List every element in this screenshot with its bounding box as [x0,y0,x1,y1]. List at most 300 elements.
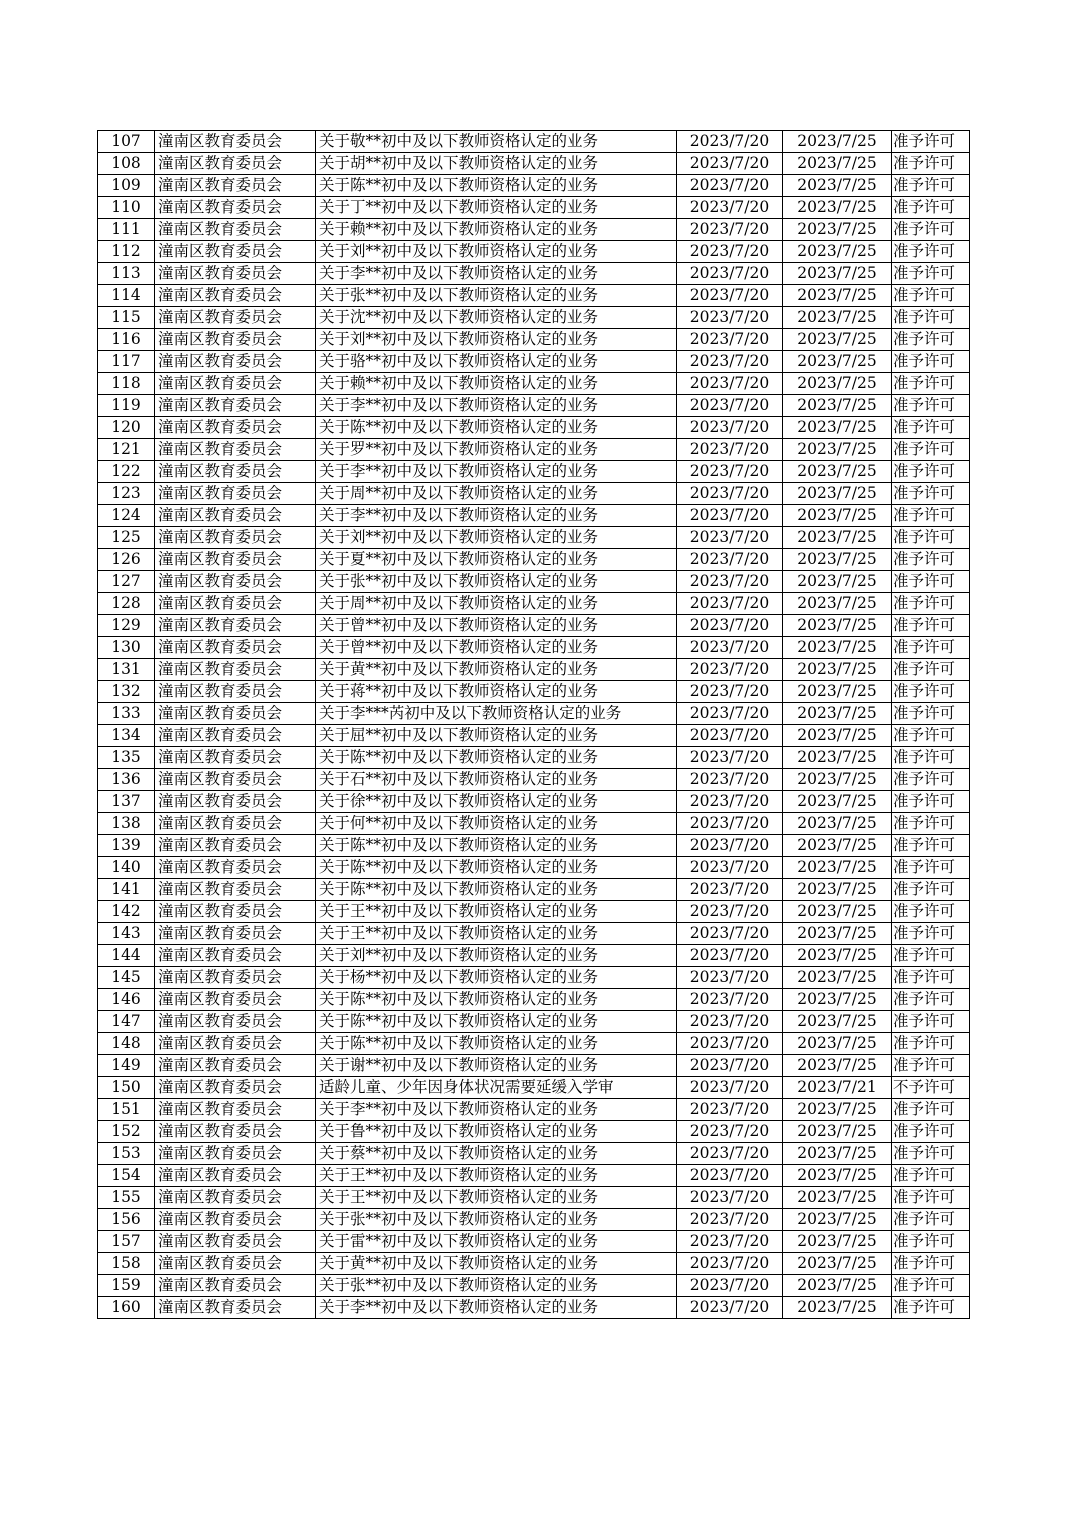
table-row [98,923,970,945]
table-row [98,769,970,791]
organization-cell: 潼南区教育委员会 [155,703,316,725]
decision-date-cell: 2023/7/25 [783,417,892,439]
decision-date-cell: 2023/7/25 [783,725,892,747]
decision-date-cell: 2023/7/25 [783,241,892,263]
table-row [98,1209,970,1231]
table-row [98,329,970,351]
accepted-date-cell: 2023/7/20 [677,219,783,241]
accepted-date-cell: 2023/7/20 [677,285,783,307]
row-number-cell: 156 [98,1209,155,1231]
result-cell: 准予许可 [892,879,970,901]
row-number-cell: 143 [98,923,155,945]
organization-cell: 潼南区教育委员会 [155,329,316,351]
result-cell: 准予许可 [892,351,970,373]
result-cell: 准予许可 [892,857,970,879]
organization-cell: 潼南区教育委员会 [155,945,316,967]
result-cell: 准予许可 [892,1143,970,1165]
matter-title-cell: 关于陈**初中及以下教师资格认定的业务 [316,989,677,1011]
result-cell: 准予许可 [892,1297,970,1319]
decision-date-cell: 2023/7/25 [783,307,892,329]
accepted-date-cell: 2023/7/20 [677,461,783,483]
organization-cell: 潼南区教育委员会 [155,1275,316,1297]
row-number-cell: 109 [98,175,155,197]
row-number-cell: 114 [98,285,155,307]
accepted-date-cell: 2023/7/20 [677,351,783,373]
matter-title-cell: 关于杨**初中及以下教师资格认定的业务 [316,967,677,989]
organization-cell: 潼南区教育委员会 [155,593,316,615]
row-number-cell: 117 [98,351,155,373]
result-cell: 准予许可 [892,593,970,615]
organization-cell: 潼南区教育委员会 [155,637,316,659]
result-cell: 准予许可 [892,681,970,703]
accepted-date-cell: 2023/7/20 [677,747,783,769]
result-cell: 准予许可 [892,307,970,329]
matter-title-cell: 关于石**初中及以下教师资格认定的业务 [316,769,677,791]
result-cell: 准予许可 [892,901,970,923]
accepted-date-cell: 2023/7/20 [677,1077,783,1099]
matter-title-cell: 关于鲁**初中及以下教师资格认定的业务 [316,1121,677,1143]
accepted-date-cell: 2023/7/20 [677,329,783,351]
result-cell: 准予许可 [892,505,970,527]
row-number-cell: 115 [98,307,155,329]
decision-date-cell: 2023/7/25 [783,945,892,967]
matter-title-cell: 关于蔡**初中及以下教师资格认定的业务 [316,1143,677,1165]
organization-cell: 潼南区教育委员会 [155,263,316,285]
matter-title-cell: 关于黄**初中及以下教师资格认定的业务 [316,1253,677,1275]
matter-title-cell: 关于蒋**初中及以下教师资格认定的业务 [316,681,677,703]
row-number-cell: 112 [98,241,155,263]
row-number-cell: 150 [98,1077,155,1099]
decision-date-cell: 2023/7/25 [783,747,892,769]
result-cell: 准予许可 [892,1275,970,1297]
table-row [98,197,970,219]
accepted-date-cell: 2023/7/20 [677,1055,783,1077]
accepted-date-cell: 2023/7/20 [677,131,783,153]
decision-date-cell: 2023/7/25 [783,923,892,945]
row-number-cell: 154 [98,1165,155,1187]
row-number-cell: 147 [98,1011,155,1033]
row-number-cell: 148 [98,1033,155,1055]
decision-date-cell: 2023/7/25 [783,967,892,989]
organization-cell: 潼南区教育委员会 [155,1165,316,1187]
result-cell: 准予许可 [892,945,970,967]
organization-cell: 潼南区教育委员会 [155,857,316,879]
table-row [98,1033,970,1055]
accepted-date-cell: 2023/7/20 [677,791,783,813]
result-cell: 准予许可 [892,131,970,153]
table-row [98,835,970,857]
accepted-date-cell: 2023/7/20 [677,197,783,219]
organization-cell: 潼南区教育委员会 [155,1187,316,1209]
result-cell: 准予许可 [892,1121,970,1143]
result-cell: 准予许可 [892,461,970,483]
result-cell: 准予许可 [892,153,970,175]
accepted-date-cell: 2023/7/20 [677,1275,783,1297]
accepted-date-cell: 2023/7/20 [677,483,783,505]
result-cell: 准予许可 [892,549,970,571]
result-cell: 准予许可 [892,659,970,681]
decision-date-cell: 2023/7/25 [783,615,892,637]
organization-cell: 潼南区教育委员会 [155,219,316,241]
organization-cell: 潼南区教育委员会 [155,527,316,549]
decision-date-cell: 2023/7/25 [783,131,892,153]
row-number-cell: 111 [98,219,155,241]
organization-cell: 潼南区教育委员会 [155,395,316,417]
organization-cell: 潼南区教育委员会 [155,1011,316,1033]
decision-date-cell: 2023/7/25 [783,1033,892,1055]
decision-date-cell: 2023/7/25 [783,285,892,307]
table-row [98,1231,970,1253]
organization-cell: 潼南区教育委员会 [155,1077,316,1099]
organization-cell: 潼南区教育委员会 [155,879,316,901]
row-number-cell: 149 [98,1055,155,1077]
result-cell: 准予许可 [892,1187,970,1209]
accepted-date-cell: 2023/7/20 [677,439,783,461]
result-cell: 准予许可 [892,483,970,505]
table-row [98,483,970,505]
result-cell: 准予许可 [892,219,970,241]
table-row [98,879,970,901]
row-number-cell: 146 [98,989,155,1011]
decision-date-cell: 2023/7/25 [783,703,892,725]
decision-date-cell: 2023/7/25 [783,659,892,681]
decision-date-cell: 2023/7/25 [783,395,892,417]
row-number-cell: 142 [98,901,155,923]
accepted-date-cell: 2023/7/20 [677,1297,783,1319]
row-number-cell: 128 [98,593,155,615]
row-number-cell: 151 [98,1099,155,1121]
organization-cell: 潼南区教育委员会 [155,175,316,197]
organization-cell: 潼南区教育委员会 [155,769,316,791]
table-row [98,1077,970,1099]
table-row [98,725,970,747]
table-row [98,1121,970,1143]
matter-title-cell: 关于陈**初中及以下教师资格认定的业务 [316,175,677,197]
result-cell: 准予许可 [892,1231,970,1253]
decision-date-cell: 2023/7/25 [783,1055,892,1077]
row-number-cell: 122 [98,461,155,483]
decision-date-cell: 2023/7/25 [783,1165,892,1187]
matter-title-cell: 关于赖**初中及以下教师资格认定的业务 [316,219,677,241]
table-row [98,373,970,395]
table-row [98,659,970,681]
decision-date-cell: 2023/7/25 [783,1231,892,1253]
accepted-date-cell: 2023/7/20 [677,703,783,725]
table-row [98,901,970,923]
result-cell: 准予许可 [892,747,970,769]
table-row [98,307,970,329]
decision-date-cell: 2023/7/25 [783,351,892,373]
table-row [98,1143,970,1165]
accepted-date-cell: 2023/7/20 [677,153,783,175]
matter-title-cell: 关于雷**初中及以下教师资格认定的业务 [316,1231,677,1253]
organization-cell: 潼南区教育委员会 [155,461,316,483]
accepted-date-cell: 2023/7/20 [677,527,783,549]
organization-cell: 潼南区教育委员会 [155,1121,316,1143]
matter-title-cell: 关于黄**初中及以下教师资格认定的业务 [316,659,677,681]
result-cell: 准予许可 [892,637,970,659]
accepted-date-cell: 2023/7/20 [677,549,783,571]
row-number-cell: 136 [98,769,155,791]
matter-title-cell: 关于李**初中及以下教师资格认定的业务 [316,395,677,417]
table-row [98,945,970,967]
row-number-cell: 153 [98,1143,155,1165]
accepted-date-cell: 2023/7/20 [677,813,783,835]
matter-title-cell: 关于曾**初中及以下教师资格认定的业务 [316,615,677,637]
result-cell: 准予许可 [892,373,970,395]
decision-date-cell: 2023/7/21 [783,1077,892,1099]
organization-cell: 潼南区教育委员会 [155,505,316,527]
accepted-date-cell: 2023/7/20 [677,879,783,901]
result-cell: 准予许可 [892,813,970,835]
table-row [98,1297,970,1319]
accepted-date-cell: 2023/7/20 [677,835,783,857]
decision-date-cell: 2023/7/25 [783,769,892,791]
organization-cell: 潼南区教育委员会 [155,835,316,857]
matter-title-cell: 关于陈**初中及以下教师资格认定的业务 [316,1033,677,1055]
accepted-date-cell: 2023/7/20 [677,1231,783,1253]
table-row [98,395,970,417]
organization-cell: 潼南区教育委员会 [155,483,316,505]
table-row [98,285,970,307]
table-row [98,615,970,637]
table-row [98,417,970,439]
matter-title-cell: 关于王**初中及以下教师资格认定的业务 [316,923,677,945]
table-row [98,219,970,241]
row-number-cell: 121 [98,439,155,461]
organization-cell: 潼南区教育委员会 [155,241,316,263]
table-row [98,175,970,197]
decision-date-cell: 2023/7/25 [783,835,892,857]
accepted-date-cell: 2023/7/20 [677,1033,783,1055]
accepted-date-cell: 2023/7/20 [677,373,783,395]
result-cell: 不予许可 [892,1077,970,1099]
result-cell: 准予许可 [892,791,970,813]
matter-title-cell: 关于周**初中及以下教师资格认定的业务 [316,483,677,505]
row-number-cell: 132 [98,681,155,703]
decision-date-cell: 2023/7/25 [783,549,892,571]
decision-date-cell: 2023/7/25 [783,571,892,593]
organization-cell: 潼南区教育委员会 [155,131,316,153]
matter-title-cell: 关于张**初中及以下教师资格认定的业务 [316,285,677,307]
organization-cell: 潼南区教育委员会 [155,1231,316,1253]
matter-title-cell: 关于王**初中及以下教师资格认定的业务 [316,901,677,923]
table-row [98,1187,970,1209]
result-cell: 准予许可 [892,285,970,307]
row-number-cell: 123 [98,483,155,505]
decision-date-cell: 2023/7/25 [783,879,892,901]
table-row [98,681,970,703]
organization-cell: 潼南区教育委员会 [155,813,316,835]
decision-date-cell: 2023/7/25 [783,1297,892,1319]
result-cell: 准予许可 [892,615,970,637]
result-cell: 准予许可 [892,571,970,593]
result-cell: 准予许可 [892,395,970,417]
matter-title-cell: 关于张**初中及以下教师资格认定的业务 [316,1275,677,1297]
matter-title-cell: 关于陈**初中及以下教师资格认定的业务 [316,879,677,901]
matter-title-cell: 关于陈**初中及以下教师资格认定的业务 [316,417,677,439]
result-cell: 准予许可 [892,1033,970,1055]
result-cell: 准予许可 [892,1209,970,1231]
row-number-cell: 118 [98,373,155,395]
table-row [98,1055,970,1077]
matter-title-cell: 关于李**初中及以下教师资格认定的业务 [316,461,677,483]
row-number-cell: 135 [98,747,155,769]
accepted-date-cell: 2023/7/20 [677,505,783,527]
accepted-date-cell: 2023/7/20 [677,769,783,791]
matter-title-cell: 关于李**初中及以下教师资格认定的业务 [316,1099,677,1121]
accepted-date-cell: 2023/7/20 [677,615,783,637]
organization-cell: 潼南区教育委员会 [155,659,316,681]
result-cell: 准予许可 [892,967,970,989]
table-row [98,1011,970,1033]
matter-title-cell: 关于丁**初中及以下教师资格认定的业务 [316,197,677,219]
table-row [98,637,970,659]
result-cell: 准予许可 [892,725,970,747]
matter-title-cell: 关于周**初中及以下教师资格认定的业务 [316,593,677,615]
decision-date-cell: 2023/7/25 [783,1121,892,1143]
row-number-cell: 137 [98,791,155,813]
row-number-cell: 108 [98,153,155,175]
table-row [98,505,970,527]
matter-title-cell: 关于沈**初中及以下教师资格认定的业务 [316,307,677,329]
matter-title-cell: 关于李***芮初中及以下教师资格认定的业务 [316,703,677,725]
matter-title-cell: 关于李**初中及以下教师资格认定的业务 [316,1297,677,1319]
matter-title-cell: 关于刘**初中及以下教师资格认定的业务 [316,241,677,263]
accepted-date-cell: 2023/7/20 [677,725,783,747]
result-cell: 准予许可 [892,439,970,461]
row-number-cell: 140 [98,857,155,879]
organization-cell: 潼南区教育委员会 [155,373,316,395]
decision-date-cell: 2023/7/25 [783,219,892,241]
decision-date-cell: 2023/7/25 [783,637,892,659]
organization-cell: 潼南区教育委员会 [155,1253,316,1275]
decision-date-cell: 2023/7/25 [783,197,892,219]
decision-date-cell: 2023/7/25 [783,1253,892,1275]
matter-title-cell: 关于敬**初中及以下教师资格认定的业务 [316,131,677,153]
organization-cell: 潼南区教育委员会 [155,1099,316,1121]
organization-cell: 潼南区教育委员会 [155,153,316,175]
matter-title-cell: 关于夏**初中及以下教师资格认定的业务 [316,549,677,571]
accepted-date-cell: 2023/7/20 [677,659,783,681]
decision-date-cell: 2023/7/25 [783,505,892,527]
matter-title-cell: 关于李**初中及以下教师资格认定的业务 [316,505,677,527]
row-number-cell: 125 [98,527,155,549]
row-number-cell: 160 [98,1297,155,1319]
accepted-date-cell: 2023/7/20 [677,901,783,923]
decision-date-cell: 2023/7/25 [783,527,892,549]
accepted-date-cell: 2023/7/20 [677,571,783,593]
organization-cell: 潼南区教育委员会 [155,725,316,747]
row-number-cell: 129 [98,615,155,637]
accepted-date-cell: 2023/7/20 [677,945,783,967]
organization-cell: 潼南区教育委员会 [155,571,316,593]
matter-title-cell: 适龄儿童、少年因身体状况需要延缓入学审 [316,1077,677,1099]
row-number-cell: 133 [98,703,155,725]
decision-date-cell: 2023/7/25 [783,857,892,879]
row-number-cell: 113 [98,263,155,285]
matter-title-cell: 关于赖**初中及以下教师资格认定的业务 [316,373,677,395]
matter-title-cell: 关于张**初中及以下教师资格认定的业务 [316,571,677,593]
organization-cell: 潼南区教育委员会 [155,791,316,813]
table-row [98,703,970,725]
table-row [98,593,970,615]
result-cell: 准予许可 [892,263,970,285]
matter-title-cell: 关于胡**初中及以下教师资格认定的业务 [316,153,677,175]
result-cell: 准予许可 [892,241,970,263]
decision-date-cell: 2023/7/25 [783,1011,892,1033]
result-cell: 准予许可 [892,835,970,857]
row-number-cell: 157 [98,1231,155,1253]
organization-cell: 潼南区教育委员会 [155,285,316,307]
organization-cell: 潼南区教育委员会 [155,967,316,989]
accepted-date-cell: 2023/7/20 [677,1209,783,1231]
row-number-cell: 138 [98,813,155,835]
organization-cell: 潼南区教育委员会 [155,901,316,923]
decision-date-cell: 2023/7/25 [783,461,892,483]
result-cell: 准予许可 [892,1253,970,1275]
accepted-date-cell: 2023/7/20 [677,241,783,263]
row-number-cell: 134 [98,725,155,747]
table-row [98,967,970,989]
accepted-date-cell: 2023/7/20 [677,1187,783,1209]
table-row [98,857,970,879]
table-row [98,461,970,483]
decision-date-cell: 2023/7/25 [783,1143,892,1165]
table-row [98,813,970,835]
result-cell: 准予许可 [892,769,970,791]
accepted-date-cell: 2023/7/20 [677,593,783,615]
organization-cell: 潼南区教育委员会 [155,615,316,637]
accepted-date-cell: 2023/7/20 [677,1165,783,1187]
accepted-date-cell: 2023/7/20 [677,417,783,439]
result-cell: 准予许可 [892,417,970,439]
table-row [98,351,970,373]
table-row [98,1099,970,1121]
matter-title-cell: 关于李**初中及以下教师资格认定的业务 [316,263,677,285]
accepted-date-cell: 2023/7/20 [677,1099,783,1121]
accepted-date-cell: 2023/7/20 [677,681,783,703]
organization-cell: 潼南区教育委员会 [155,923,316,945]
matter-title-cell: 关于罗**初中及以下教师资格认定的业务 [316,439,677,461]
row-number-cell: 127 [98,571,155,593]
row-number-cell: 126 [98,549,155,571]
organization-cell: 潼南区教育委员会 [155,1143,316,1165]
result-cell: 准予许可 [892,703,970,725]
row-number-cell: 119 [98,395,155,417]
organization-cell: 潼南区教育委员会 [155,549,316,571]
matter-title-cell: 关于曾**初中及以下教师资格认定的业务 [316,637,677,659]
accepted-date-cell: 2023/7/20 [677,1143,783,1165]
organization-cell: 潼南区教育委员会 [155,1209,316,1231]
row-number-cell: 139 [98,835,155,857]
table-row [98,747,970,769]
row-number-cell: 116 [98,329,155,351]
accepted-date-cell: 2023/7/20 [677,307,783,329]
table-row [98,571,970,593]
row-number-cell: 152 [98,1121,155,1143]
organization-cell: 潼南区教育委员会 [155,417,316,439]
result-cell: 准予许可 [892,175,970,197]
matter-title-cell: 关于刘**初中及以下教师资格认定的业务 [316,329,677,351]
matter-title-cell: 关于陈**初中及以下教师资格认定的业务 [316,1011,677,1033]
row-number-cell: 107 [98,131,155,153]
decision-date-cell: 2023/7/25 [783,329,892,351]
decision-date-cell: 2023/7/25 [783,483,892,505]
matter-title-cell: 关于屈**初中及以下教师资格认定的业务 [316,725,677,747]
matter-title-cell: 关于刘**初中及以下教师资格认定的业务 [316,945,677,967]
records-table-body [98,131,970,1319]
